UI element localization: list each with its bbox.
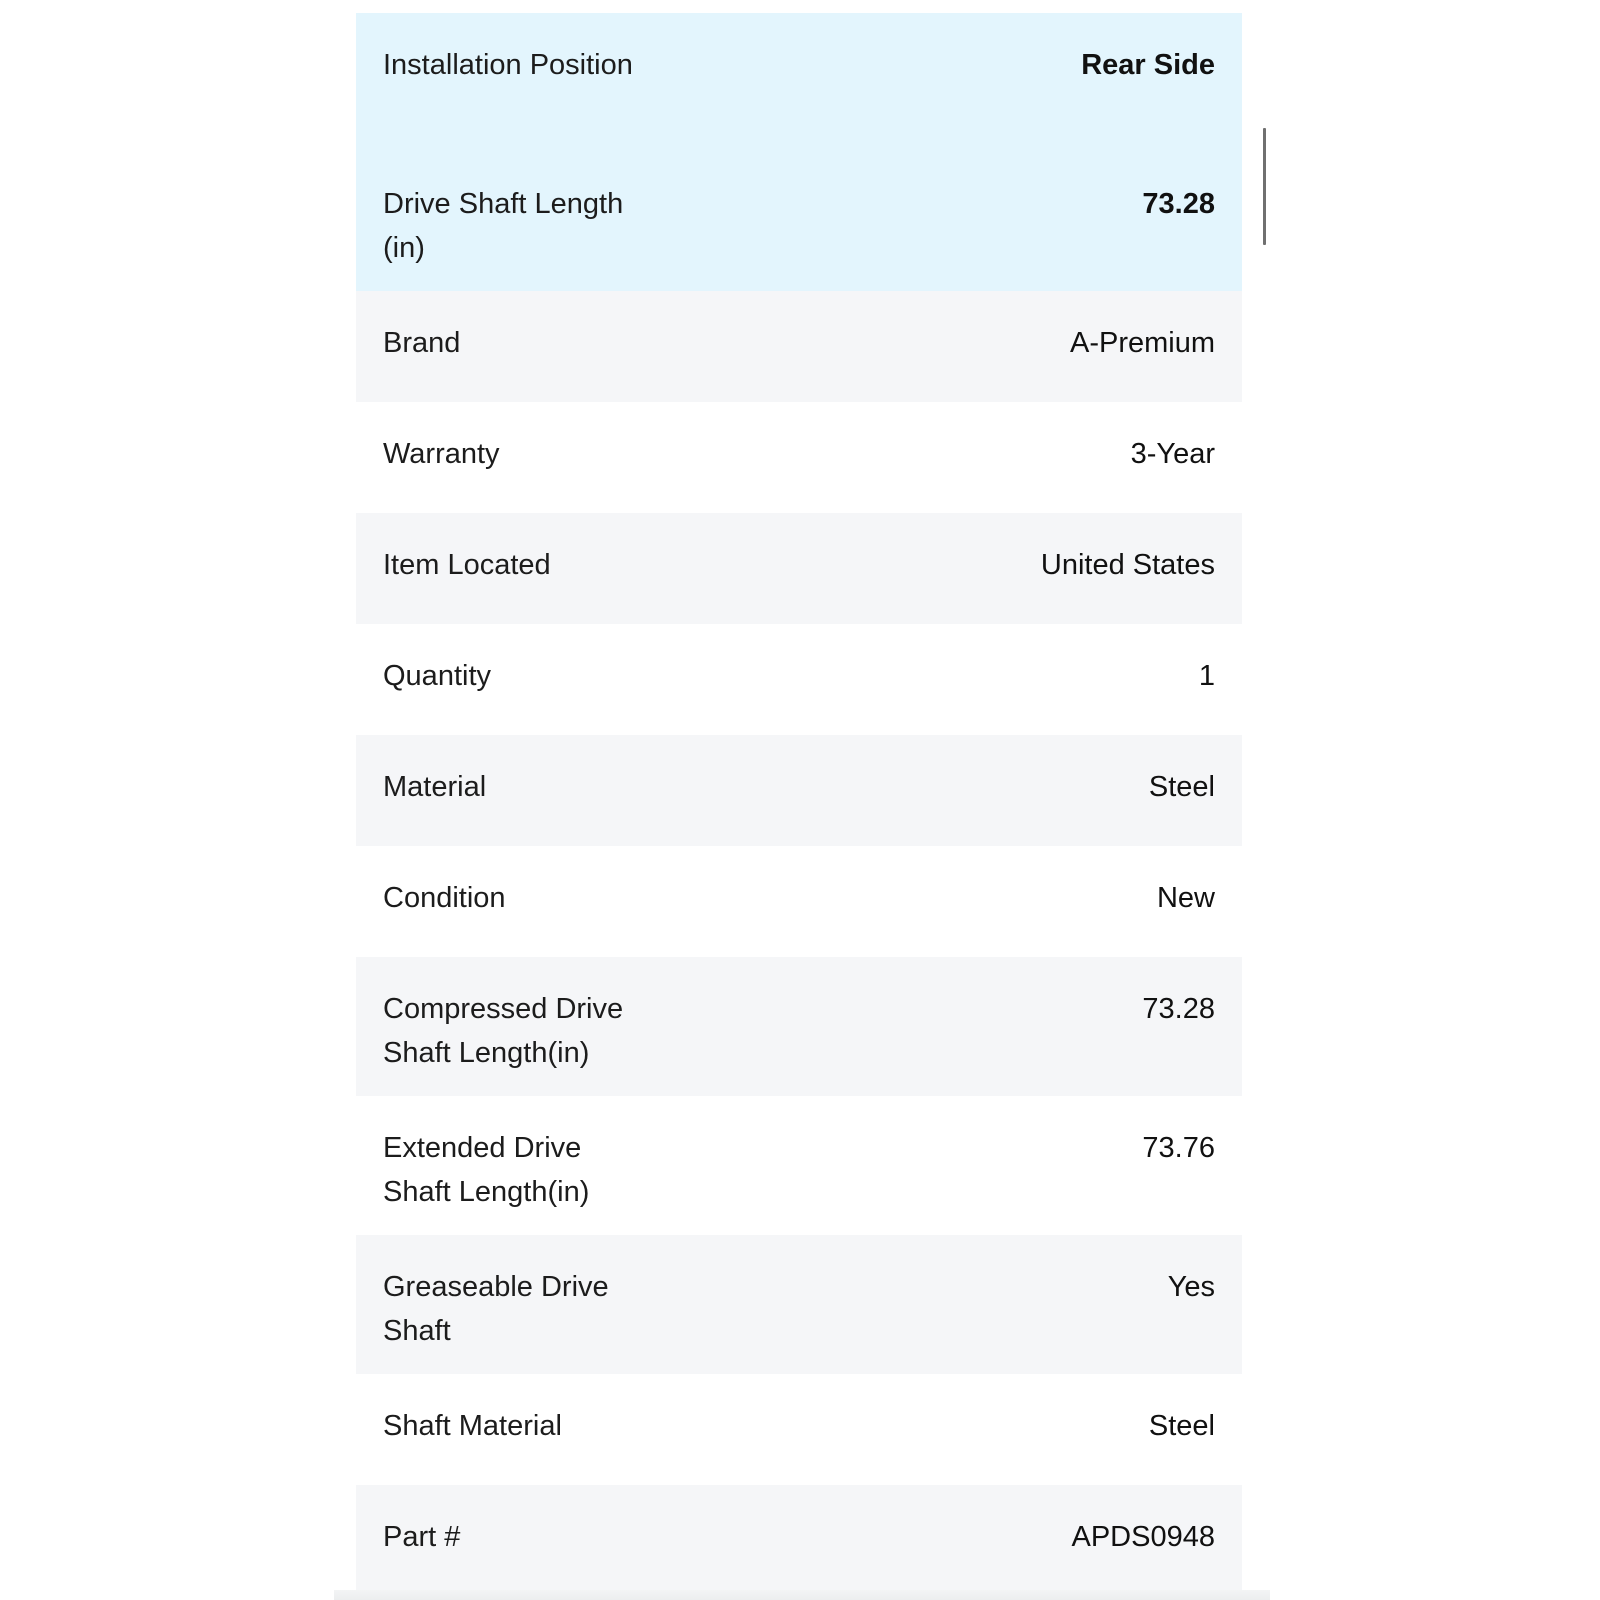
spec-label: Greaseable Drive Shaft bbox=[383, 1271, 609, 1347]
scrollbar-thumb[interactable] bbox=[1263, 128, 1266, 245]
spec-row-warranty bbox=[356, 402, 1242, 513]
spec-value: 3-Year bbox=[1130, 438, 1215, 470]
spec-value: Steel bbox=[1148, 1410, 1215, 1442]
spec-label: Extended Drive Shaft Length(in) bbox=[383, 1132, 590, 1208]
spec-value: Steel bbox=[1148, 771, 1215, 803]
spec-value: Yes bbox=[1167, 1271, 1215, 1303]
spec-value: 73.76 bbox=[1142, 1132, 1215, 1164]
spec-value: United States bbox=[1040, 549, 1215, 581]
spec-row-extended-length bbox=[356, 1096, 1242, 1235]
spec-label: Item Located bbox=[383, 549, 551, 581]
spec-row-drive-shaft-length bbox=[356, 152, 1242, 291]
spec-row-item-located bbox=[356, 513, 1242, 624]
spec-label: Installation Position bbox=[383, 49, 633, 81]
spec-row-brand bbox=[356, 291, 1242, 402]
specifications-table bbox=[356, 13, 1242, 1600]
spec-label: Warranty bbox=[383, 438, 500, 470]
spec-row-material bbox=[356, 735, 1242, 846]
spec-row-part-number bbox=[356, 1485, 1242, 1600]
spec-label: Part # bbox=[383, 1521, 461, 1553]
spec-row-shaft-material bbox=[356, 1374, 1242, 1485]
spec-label: Drive Shaft Length (in) bbox=[383, 188, 624, 264]
spec-value: 1 bbox=[1198, 660, 1215, 692]
spec-row-greaseable bbox=[356, 1235, 1242, 1374]
spec-label: Shaft Material bbox=[383, 1410, 562, 1442]
spec-label: Material bbox=[383, 771, 487, 803]
spec-value: 73.28 bbox=[1142, 188, 1215, 220]
spec-label: Condition bbox=[383, 882, 506, 914]
card-bottom-edge bbox=[334, 1590, 1270, 1600]
spec-label: Quantity bbox=[383, 660, 491, 692]
spec-value: Rear Side bbox=[1081, 49, 1215, 81]
spec-row-installation-position bbox=[356, 13, 1242, 152]
spec-value: A-Premium bbox=[1069, 327, 1215, 359]
spec-label: Compressed Drive Shaft Length(in) bbox=[383, 993, 624, 1069]
spec-row-quantity bbox=[356, 624, 1242, 735]
spec-label: Brand bbox=[383, 327, 461, 359]
spec-value: APDS0948 bbox=[1071, 1521, 1215, 1553]
spec-row-compressed-length bbox=[356, 957, 1242, 1096]
spec-value: 73.28 bbox=[1142, 993, 1215, 1025]
spec-value: New bbox=[1156, 882, 1215, 914]
spec-row-condition bbox=[356, 846, 1242, 957]
